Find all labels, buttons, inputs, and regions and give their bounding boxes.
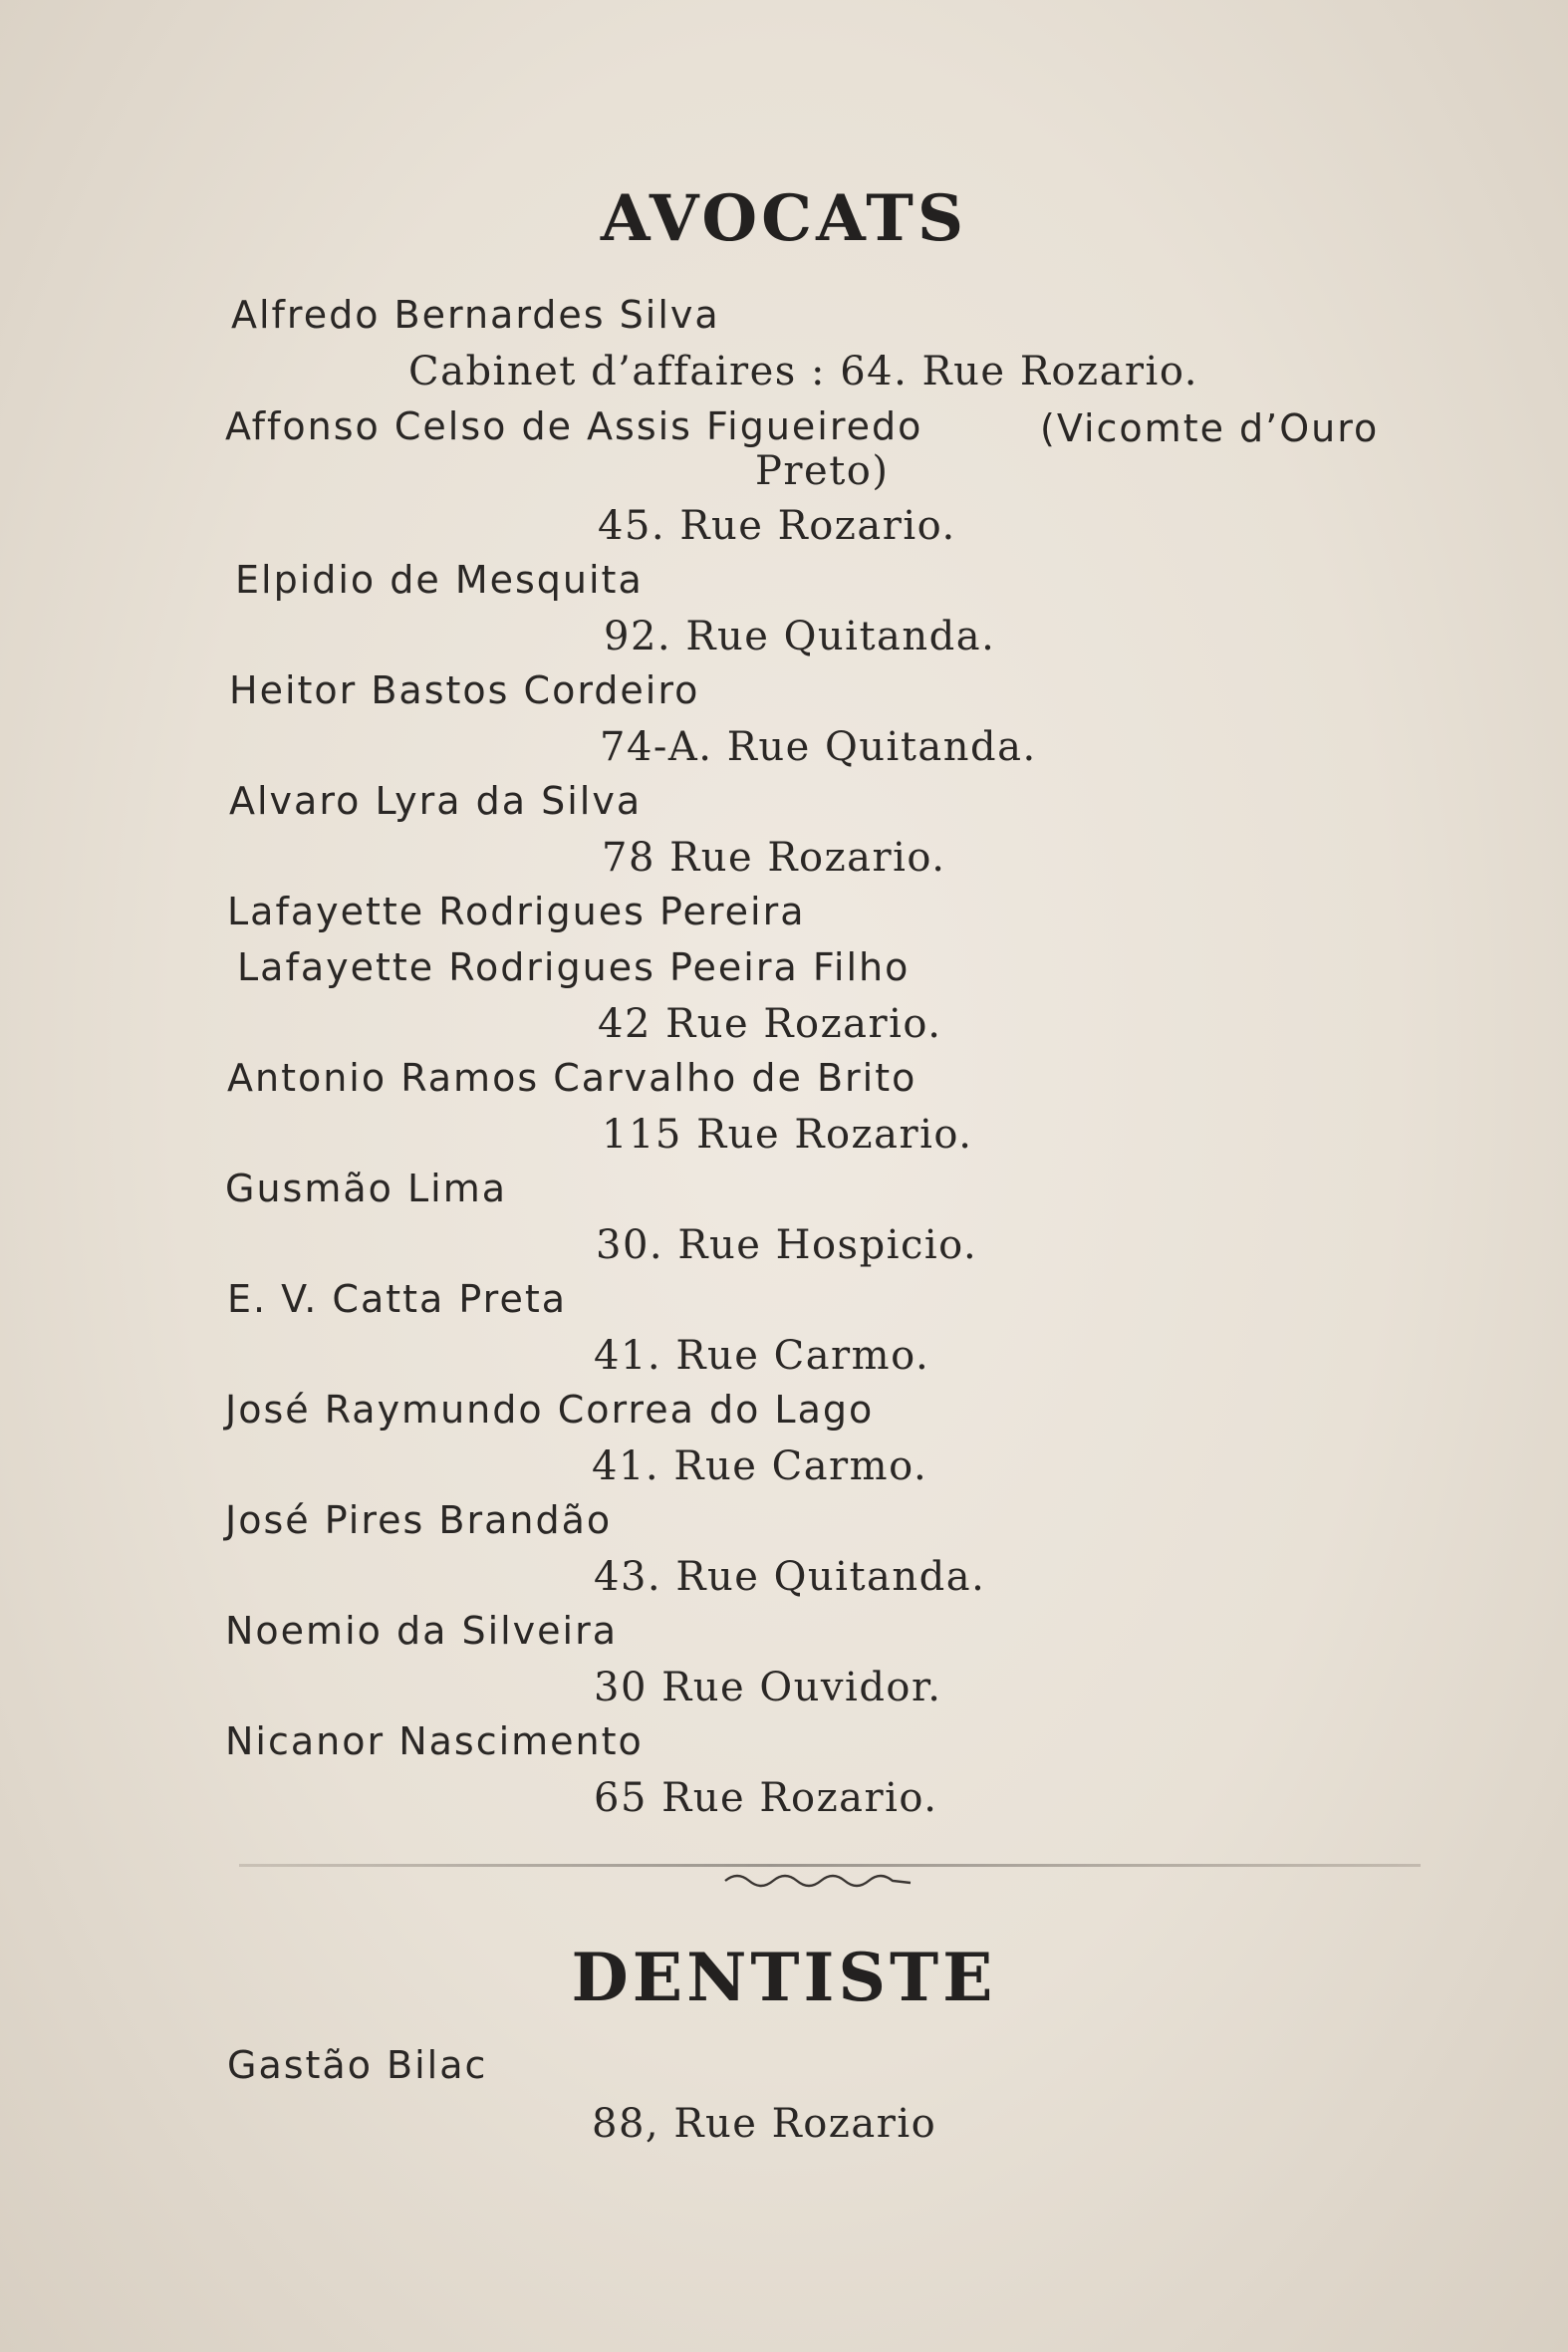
entry-address: 30. Rue Hospicio. bbox=[596, 1222, 978, 1268]
entry-address: 41. Rue Carmo. bbox=[594, 1333, 930, 1379]
entry-name: Alfredo Bernardes Silva bbox=[231, 293, 720, 337]
entry-name: Gastão Bilac bbox=[227, 2043, 488, 2087]
entry-name: Antonio Ramos Carvalho de Brito bbox=[227, 1056, 917, 1100]
entry-address: 115 Rue Rozario. bbox=[602, 1112, 973, 1158]
entry-name: Affonso Celso de Assis Figueiredo bbox=[225, 404, 923, 448]
entry-address: 92. Rue Quitanda. bbox=[604, 614, 996, 659]
entry-name-continuation: Preto) bbox=[755, 448, 890, 494]
entry-name-second: Lafayette Rodrigues Peeira Filho bbox=[237, 945, 911, 989]
entry-name: Nicanor Nascimento bbox=[225, 1719, 644, 1763]
entry-address: 43. Rue Quitanda. bbox=[594, 1554, 986, 1600]
section-title-avocats: AVOCATS bbox=[600, 181, 968, 256]
entry-name: Elpidio de Mesquita bbox=[235, 558, 644, 602]
entry-name: José Pires Brandão bbox=[225, 1498, 613, 1542]
entry-address: Cabinet d’affaires : 64. Rue Rozario. bbox=[408, 349, 1198, 394]
entry-address: 65 Rue Rozario. bbox=[594, 1775, 938, 1821]
entry-name: José Raymundo Correa do Lago bbox=[225, 1388, 875, 1432]
entry-name: Heitor Bastos Cordeiro bbox=[229, 668, 700, 712]
entry-name: Lafayette Rodrigues Pereira bbox=[227, 890, 806, 933]
entry-name: Noemio da Silveira bbox=[225, 1609, 619, 1653]
wave-ornament-icon bbox=[723, 1869, 913, 1889]
entry-address: 30 Rue Ouvidor. bbox=[594, 1665, 942, 1710]
entry-name: Alvaro Lyra da Silva bbox=[229, 779, 643, 823]
entry-name: Gusmão Lima bbox=[225, 1167, 507, 1210]
entry-address: 42 Rue Rozario. bbox=[598, 1001, 942, 1047]
entry-address: 78 Rue Rozario. bbox=[602, 835, 946, 881]
entry-address: 41. Rue Carmo. bbox=[592, 1443, 928, 1489]
entry-address: 45. Rue Rozario. bbox=[598, 503, 956, 549]
entry-name-suffix: (Vicomte d’Ouro bbox=[1040, 406, 1380, 450]
section-divider bbox=[239, 1864, 1421, 1867]
entry-address: 74-A. Rue Quitanda. bbox=[600, 724, 1037, 770]
entry-address: 88, Rue Rozario bbox=[592, 2101, 937, 2147]
section-title-dentiste: DENTISTE bbox=[571, 1939, 997, 2016]
entry-name: E. V. Catta Preta bbox=[227, 1277, 568, 1321]
